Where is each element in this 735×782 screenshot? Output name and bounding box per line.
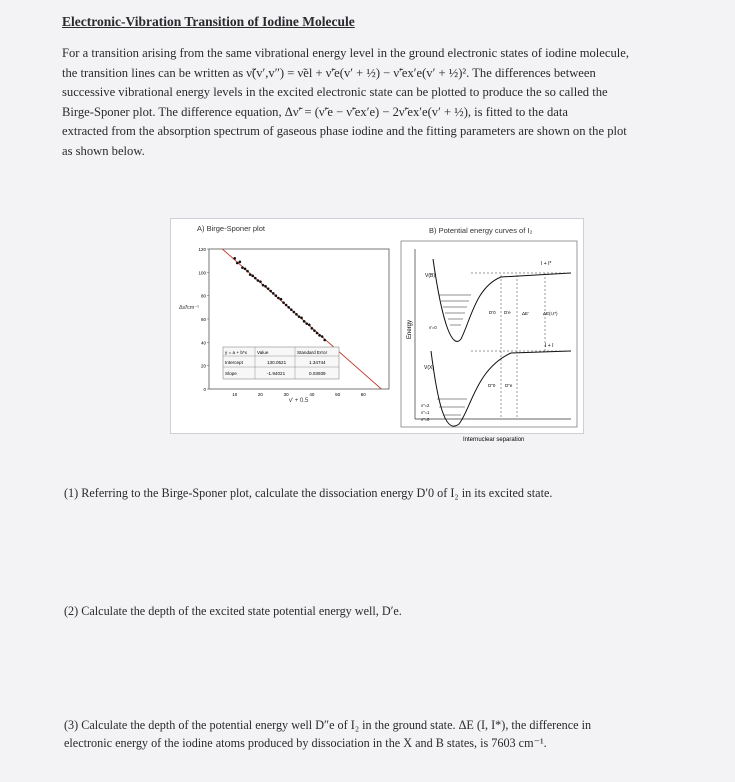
- data-point: [236, 262, 239, 265]
- data-point: [267, 287, 270, 290]
- data-point: [241, 266, 244, 269]
- label-vx: V(X): [424, 365, 434, 371]
- x-tick-label: 50: [335, 392, 341, 397]
- internuclear-label: Internuclear separation: [463, 437, 525, 443]
- intro-line: extracted from the absorption spectrum of gaseous phase iodine and the fitting parameters are shown on the plot: [62, 124, 627, 139]
- x-state-levels: [437, 399, 467, 415]
- data-point: [287, 306, 290, 309]
- intro-line: the transition lines can be written as ν̃(v′,v″) = ν̃el + ν̃′e(v′ + ½) − ν̃′ex′e(v′ + ½)². The differences between: [62, 65, 596, 80]
- data-point: [257, 279, 260, 282]
- potential-energy-diagram: [401, 241, 577, 443]
- data-point: [308, 324, 311, 327]
- data-point: [321, 335, 324, 338]
- y-tick-label: 60: [200, 317, 206, 322]
- data-point: [290, 308, 293, 311]
- table-cell: 130.0521: [267, 360, 287, 365]
- table-cell: 0.03939: [309, 371, 326, 376]
- label-dep: D′e: [504, 310, 511, 315]
- intro-line: as shown below.: [62, 143, 145, 158]
- label-vb: V(B): [425, 273, 435, 279]
- data-point: [277, 297, 280, 300]
- fit-table: [223, 347, 339, 379]
- data-point: [246, 270, 249, 273]
- data-point: [254, 277, 257, 280]
- label-d0p: D′0: [489, 310, 496, 315]
- page-title: Electronic-Vibration Transition of Iodine Molecule: [62, 14, 355, 29]
- x-tick-label: 30: [283, 392, 289, 397]
- data-point: [303, 320, 306, 323]
- table-header-eq: y = a + b*x: [225, 350, 247, 355]
- y-tick-label: 20: [200, 363, 206, 369]
- data-point: [318, 334, 321, 337]
- panel-b-title: B) Potential energy curves of I₂: [429, 226, 533, 235]
- table-cell: Slope: [225, 371, 237, 376]
- intro-paragraph: [62, 44, 682, 162]
- birge-sponer-plot: [179, 247, 389, 404]
- data-points: [233, 257, 326, 341]
- table-cell: 1.34744: [309, 360, 326, 365]
- data-point: [316, 332, 319, 335]
- data-point: [300, 317, 303, 320]
- data-point: [262, 284, 265, 287]
- energy-label: Energy: [407, 319, 413, 339]
- data-point: [311, 327, 314, 330]
- data-point: [259, 280, 262, 283]
- label-atoms-lower: I + I: [545, 343, 554, 349]
- y-tick-label: 40: [200, 340, 206, 346]
- y-tick-label: 80: [200, 293, 206, 299]
- figure-svg: [171, 219, 583, 443]
- label-depp: D″e: [505, 383, 513, 388]
- data-point: [282, 301, 285, 304]
- table-cell: -1.94021: [267, 371, 286, 376]
- label-v0p: v′=0: [429, 325, 437, 330]
- label-v1pp: v″=1: [421, 410, 430, 415]
- data-point: [305, 322, 308, 325]
- data-point: [295, 313, 298, 316]
- question-3-line: (3) Calculate the depth of the potential energy well D″e of I₂ in the ground state. ΔE (I, I*), the difference in: [64, 718, 592, 732]
- y-ticks: [198, 247, 209, 392]
- table-header-value: Value: [257, 350, 269, 355]
- data-point: [269, 290, 272, 293]
- question-3-line: electronic energy of the iodine atoms produced by dissociation in the X and B states, is 7603 cm⁻¹.: [64, 736, 547, 750]
- data-point: [244, 268, 247, 271]
- data-point: [233, 257, 236, 260]
- dissociation-lines: [471, 273, 571, 419]
- data-point: [275, 294, 278, 297]
- y-tick-label: 100: [198, 270, 206, 276]
- x-tick-label: 40: [309, 392, 315, 397]
- x-tick-label: 10: [232, 392, 238, 397]
- data-point: [298, 315, 301, 318]
- b-state-curve: [433, 259, 571, 341]
- data-point: [313, 329, 316, 332]
- label-atoms-upper: I + I*: [541, 261, 552, 267]
- b-state-levels: [439, 295, 471, 325]
- data-point: [272, 292, 275, 295]
- data-point: [251, 275, 254, 278]
- data-point: [264, 285, 267, 288]
- label-v2pp: v″=2: [421, 403, 430, 408]
- question-2: (2) Calculate the depth of the excited state potential energy well, D′e.: [64, 604, 402, 618]
- label-d0pp: D″0: [488, 383, 496, 388]
- label-deprime: ΔE′: [522, 311, 529, 316]
- x-tick-label: 20: [257, 392, 263, 397]
- table-header-se: Standard Error: [297, 350, 328, 355]
- data-point: [249, 273, 252, 276]
- x-axis-label: v′ + 0.5: [289, 398, 309, 404]
- intro-line: successive vibrational energy levels in the excited electronic state can be plotted to produce the so called the: [62, 85, 608, 100]
- figure: [170, 218, 584, 443]
- data-point: [285, 304, 288, 307]
- x-tick-label: 60: [360, 392, 366, 397]
- data-point: [239, 261, 242, 264]
- data-point: [280, 298, 283, 301]
- intro-line: For a transition arising from the same vibrational energy level in the ground electronic states of iodine molecule,: [62, 46, 630, 60]
- label-de: ΔE(I,I*): [543, 311, 558, 316]
- question-3: [64, 716, 664, 752]
- x-ticks: [232, 392, 366, 397]
- intro-line: Birge-Sponer plot. The difference equation, Δν̃′ = (ν̃′e − ν̃′ex′e) − 2ν̃′ex′e(v′ + ½), is fitted to the data: [62, 104, 568, 119]
- table-cell: Intercept: [225, 360, 243, 365]
- data-point: [293, 311, 296, 314]
- y-tick-label: 120: [198, 247, 206, 252]
- label-v0pp: v″=0: [421, 417, 430, 422]
- y-axis-label: Δν̃/cm⁻¹: [179, 305, 200, 311]
- question-1: (1) Referring to the Birge-Sponer plot, calculate the dissociation energy D′0 of I₂ in its excited state.: [64, 486, 553, 500]
- data-point: [323, 339, 326, 342]
- y-tick-label: 0: [203, 387, 206, 392]
- panel-a-title: A) Birge-Sponer plot: [197, 224, 265, 233]
